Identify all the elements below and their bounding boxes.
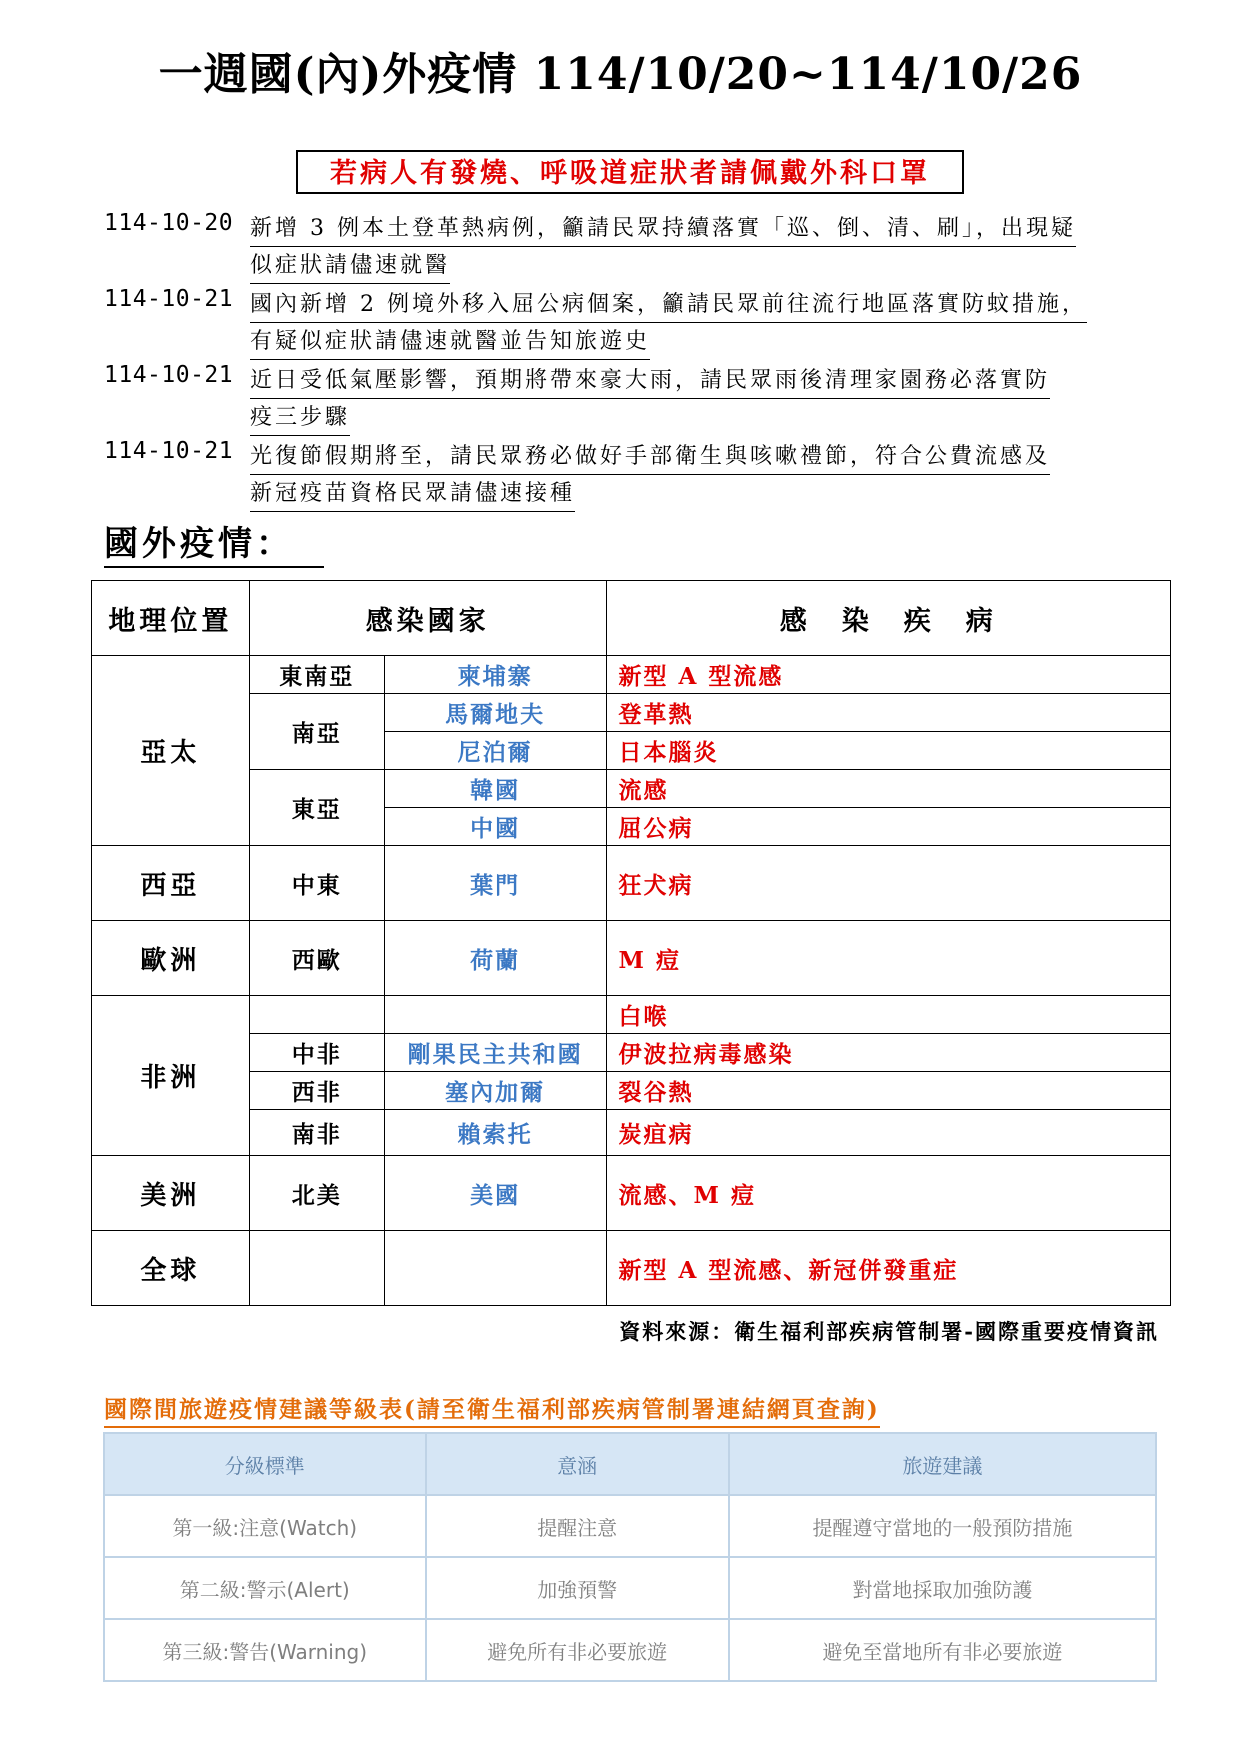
news-item <box>104 436 1164 512</box>
level-cell: 加強預警 <box>426 1557 729 1619</box>
disease: 登革熱 <box>606 694 1170 732</box>
table-header-row <box>92 581 1171 656</box>
level-cell: 提醒遵守當地的一般預防措施 <box>729 1495 1156 1557</box>
subregion: 東亞 <box>249 770 384 846</box>
level-cell: 避免所有非必要旅遊 <box>426 1619 729 1681</box>
country: 荷蘭 <box>384 921 606 996</box>
disease: 流感 <box>606 770 1170 808</box>
news-item <box>104 208 1164 284</box>
level-cell: 第二級:警示(Alert) <box>104 1557 426 1619</box>
table-row <box>104 1557 1156 1619</box>
header-location: 地理位置 <box>92 581 250 656</box>
table-row <box>92 996 1171 1034</box>
empty-cell <box>384 996 606 1034</box>
table-row <box>92 656 1171 694</box>
country: 中國 <box>384 808 606 846</box>
subregion: 東南亞 <box>249 656 384 694</box>
level-cell: 第一級:注意(Watch) <box>104 1495 426 1557</box>
domestic-news-list <box>104 208 1164 512</box>
levels-header: 意涵 <box>426 1433 729 1495</box>
news-item <box>104 284 1164 360</box>
disease: 日本腦炎 <box>606 732 1170 770</box>
levels-header: 分級標準 <box>104 1433 426 1495</box>
subregion: 西歐 <box>249 921 384 996</box>
empty-cell <box>384 1231 606 1306</box>
country: 尼泊爾 <box>384 732 606 770</box>
news-text-line: 新冠疫苗資格民眾請儘速接種 <box>250 477 575 512</box>
table-row <box>92 921 1171 996</box>
subregion: 中非 <box>249 1034 384 1072</box>
table-row <box>92 770 1171 808</box>
subregion: 南亞 <box>249 694 384 770</box>
news-text-line: 國內新增 2 例境外移入屈公病個案，籲請民眾前往流行地區落實防蚊措施， <box>250 288 1087 323</box>
news-date: 114-10-21 <box>104 362 234 388</box>
subregion: 中東 <box>249 846 384 921</box>
region-global: 全球 <box>92 1231 250 1306</box>
level-cell: 避免至當地所有非必要旅遊 <box>729 1619 1156 1681</box>
news-text-line: 有疑似症狀請儘速就醫並告知旅遊史 <box>250 325 650 360</box>
page-title: 一週國(內)外疫情 114/10/20~114/10/26 <box>158 49 1083 100</box>
table-row <box>92 1034 1171 1072</box>
country: 葉門 <box>384 846 606 921</box>
news-text-line: 近日受低氣壓影響，預期將帶來豪大雨，請民眾雨後清理家園務必落實防 <box>250 364 1050 399</box>
subregion: 西非 <box>249 1072 384 1110</box>
disease: 狂犬病 <box>606 846 1170 921</box>
travel-level-table <box>103 1432 1157 1682</box>
news-date: 114-10-20 <box>104 210 234 236</box>
table-row <box>104 1619 1156 1681</box>
foreign-epidemic-heading: 國外疫情： <box>104 522 324 568</box>
levels-header: 旅遊建議 <box>729 1433 1156 1495</box>
empty-cell <box>249 1231 384 1306</box>
table-row <box>104 1495 1156 1557</box>
subregion: 南非 <box>249 1110 384 1156</box>
disease: 伊波拉病毒感染 <box>606 1034 1170 1072</box>
disease: 流感、M 痘 <box>606 1156 1170 1231</box>
region-europe: 歐洲 <box>92 921 250 996</box>
region-africa: 非洲 <box>92 996 250 1156</box>
table-row <box>92 1110 1171 1156</box>
header-country: 感染國家 <box>249 581 606 656</box>
country: 馬爾地夫 <box>384 694 606 732</box>
region-west-asia: 西亞 <box>92 846 250 921</box>
country: 韓國 <box>384 770 606 808</box>
table-row <box>92 694 1171 732</box>
country: 美國 <box>384 1156 606 1231</box>
disease: 炭疽病 <box>606 1110 1170 1156</box>
news-item <box>104 360 1164 436</box>
mask-warning-banner: 若病人有發燒、呼吸道症狀者請佩戴外科口罩 <box>296 150 964 194</box>
country: 剛果民主共和國 <box>384 1034 606 1072</box>
data-source: 資料來源：衛生福利部疾病管制署-國際重要疫情資訊 <box>619 1319 1159 1344</box>
disease: 新型 A 型流感 <box>606 656 1170 694</box>
news-text-line: 光復節假期將至，請民眾務必做好手部衛生與咳嗽禮節，符合公費流感及 <box>250 440 1050 475</box>
news-date: 114-10-21 <box>104 438 234 464</box>
news-text-line: 疫三步驟 <box>250 401 350 436</box>
level-cell: 提醒注意 <box>426 1495 729 1557</box>
table-row <box>92 1156 1171 1231</box>
subregion: 北美 <box>249 1156 384 1231</box>
disease: 新型 A 型流感、新冠併發重症 <box>606 1231 1170 1306</box>
travel-advisory-heading[interactable]: 國際間旅遊疫情建議等級表(請至衛生福利部疾病管制署連結網頁查詢) <box>104 1394 880 1428</box>
country: 塞內加爾 <box>384 1072 606 1110</box>
table-row <box>92 1231 1171 1306</box>
level-cell: 第三級:警告(Warning) <box>104 1619 426 1681</box>
region-asia-pacific: 亞太 <box>92 656 250 846</box>
foreign-disease-table <box>91 580 1171 1306</box>
header-disease: 感 染 疾 病 <box>606 581 1170 656</box>
level-cell: 對當地採取加強防護 <box>729 1557 1156 1619</box>
news-text-line: 新增 3 例本土登革熱病例，籲請民眾持續落實「巡、倒、清、刷」，出現疑 <box>250 212 1076 247</box>
empty-cell <box>249 996 384 1034</box>
disease: 白喉 <box>606 996 1170 1034</box>
table-row <box>92 846 1171 921</box>
disease: 裂谷熱 <box>606 1072 1170 1110</box>
levels-header-row <box>104 1433 1156 1495</box>
disease: 屈公病 <box>606 808 1170 846</box>
news-date: 114-10-21 <box>104 286 234 312</box>
table-row <box>92 1072 1171 1110</box>
country: 柬埔寨 <box>384 656 606 694</box>
country: 賴索托 <box>384 1110 606 1156</box>
news-text-line: 似症狀請儘速就醫 <box>250 249 450 284</box>
disease: M 痘 <box>606 921 1170 996</box>
region-america: 美洲 <box>92 1156 250 1231</box>
